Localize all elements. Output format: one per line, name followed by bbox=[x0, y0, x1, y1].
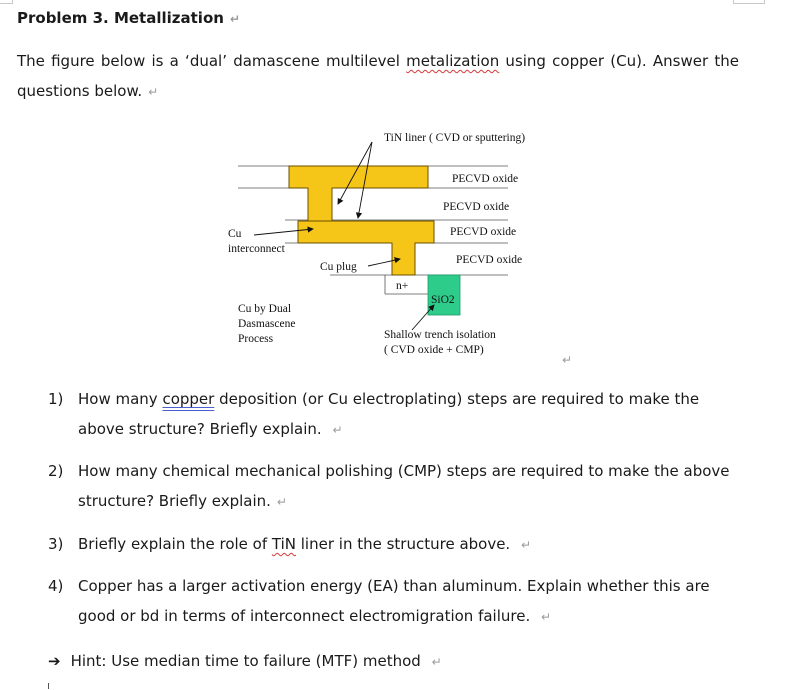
dual-damascene-figure bbox=[220, 122, 560, 367]
label-pecvd-1: PECVD oxide bbox=[452, 173, 519, 185]
label-pecvd-4: PECVD oxide bbox=[456, 254, 523, 266]
copper-upper-line bbox=[289, 166, 428, 221]
label-cu-plug: Cu plug bbox=[320, 261, 357, 273]
spellcheck-word[interactable]: metalization bbox=[406, 52, 500, 70]
label-sti-1: Shallow trench isolation bbox=[384, 329, 496, 341]
spellcheck-word[interactable]: TiN bbox=[271, 535, 296, 553]
page-corner-right bbox=[733, 0, 765, 4]
question-3: 3) Briefly explain the role of TiN liner in the structure above. ↵ bbox=[48, 535, 532, 553]
question-2: 2) How many chemical mechanical polishing (CMP) steps are required to make the above structure? Briefly explain. ↵ bbox=[48, 462, 730, 510]
label-tin-liner: TiN liner ( CVD or sputtering) bbox=[384, 132, 526, 144]
copper-lower-line bbox=[298, 221, 434, 275]
intro-paragraph: The figure below is a ‘dual’ damascene multilevel metalization using copper (Cu). Answer the questions below. ↵ bbox=[17, 52, 739, 100]
label-cu: Cu bbox=[228, 228, 242, 240]
sti-arrow bbox=[412, 305, 434, 330]
label-pecvd-3: PECVD oxide bbox=[450, 226, 517, 238]
problem-title: Problem 3. Metallization ↵ bbox=[17, 9, 240, 27]
label-pecvd-2: PECVD oxide bbox=[443, 201, 510, 213]
label-n-plus: n+ bbox=[396, 280, 409, 292]
label-sio2: SiO2 bbox=[431, 294, 455, 306]
question-1: 1) How many copper deposition (or Cu electroplating) steps are required to make the above structure? Briefly explain. ↵ bbox=[48, 390, 700, 438]
label-dual-2: Dasmascene bbox=[238, 318, 296, 330]
question-4: 4) Copper has a larger activation energy (EA) than aluminum. Explain whether this are good or bd in terms of interconnect electromigration failure. ↵ bbox=[48, 577, 710, 625]
label-sti-2: ( CVD oxide + CMP) bbox=[384, 344, 484, 356]
hint-line: ➔ Hint: Use median time to failure (MTF) method ↵ bbox=[48, 652, 442, 670]
label-dual-3: Process bbox=[238, 333, 274, 345]
arrow-icon: ➔ bbox=[48, 652, 61, 670]
label-interconnect: interconnect bbox=[228, 243, 285, 255]
text-cursor bbox=[48, 683, 49, 689]
paragraph-mark: ↵ bbox=[562, 353, 573, 367]
grammar-word[interactable]: copper bbox=[162, 390, 215, 408]
label-dual-1: Cu by Dual bbox=[238, 303, 292, 315]
paragraph-mark: ↵ bbox=[229, 12, 240, 26]
page-corner-left bbox=[0, 0, 13, 4]
